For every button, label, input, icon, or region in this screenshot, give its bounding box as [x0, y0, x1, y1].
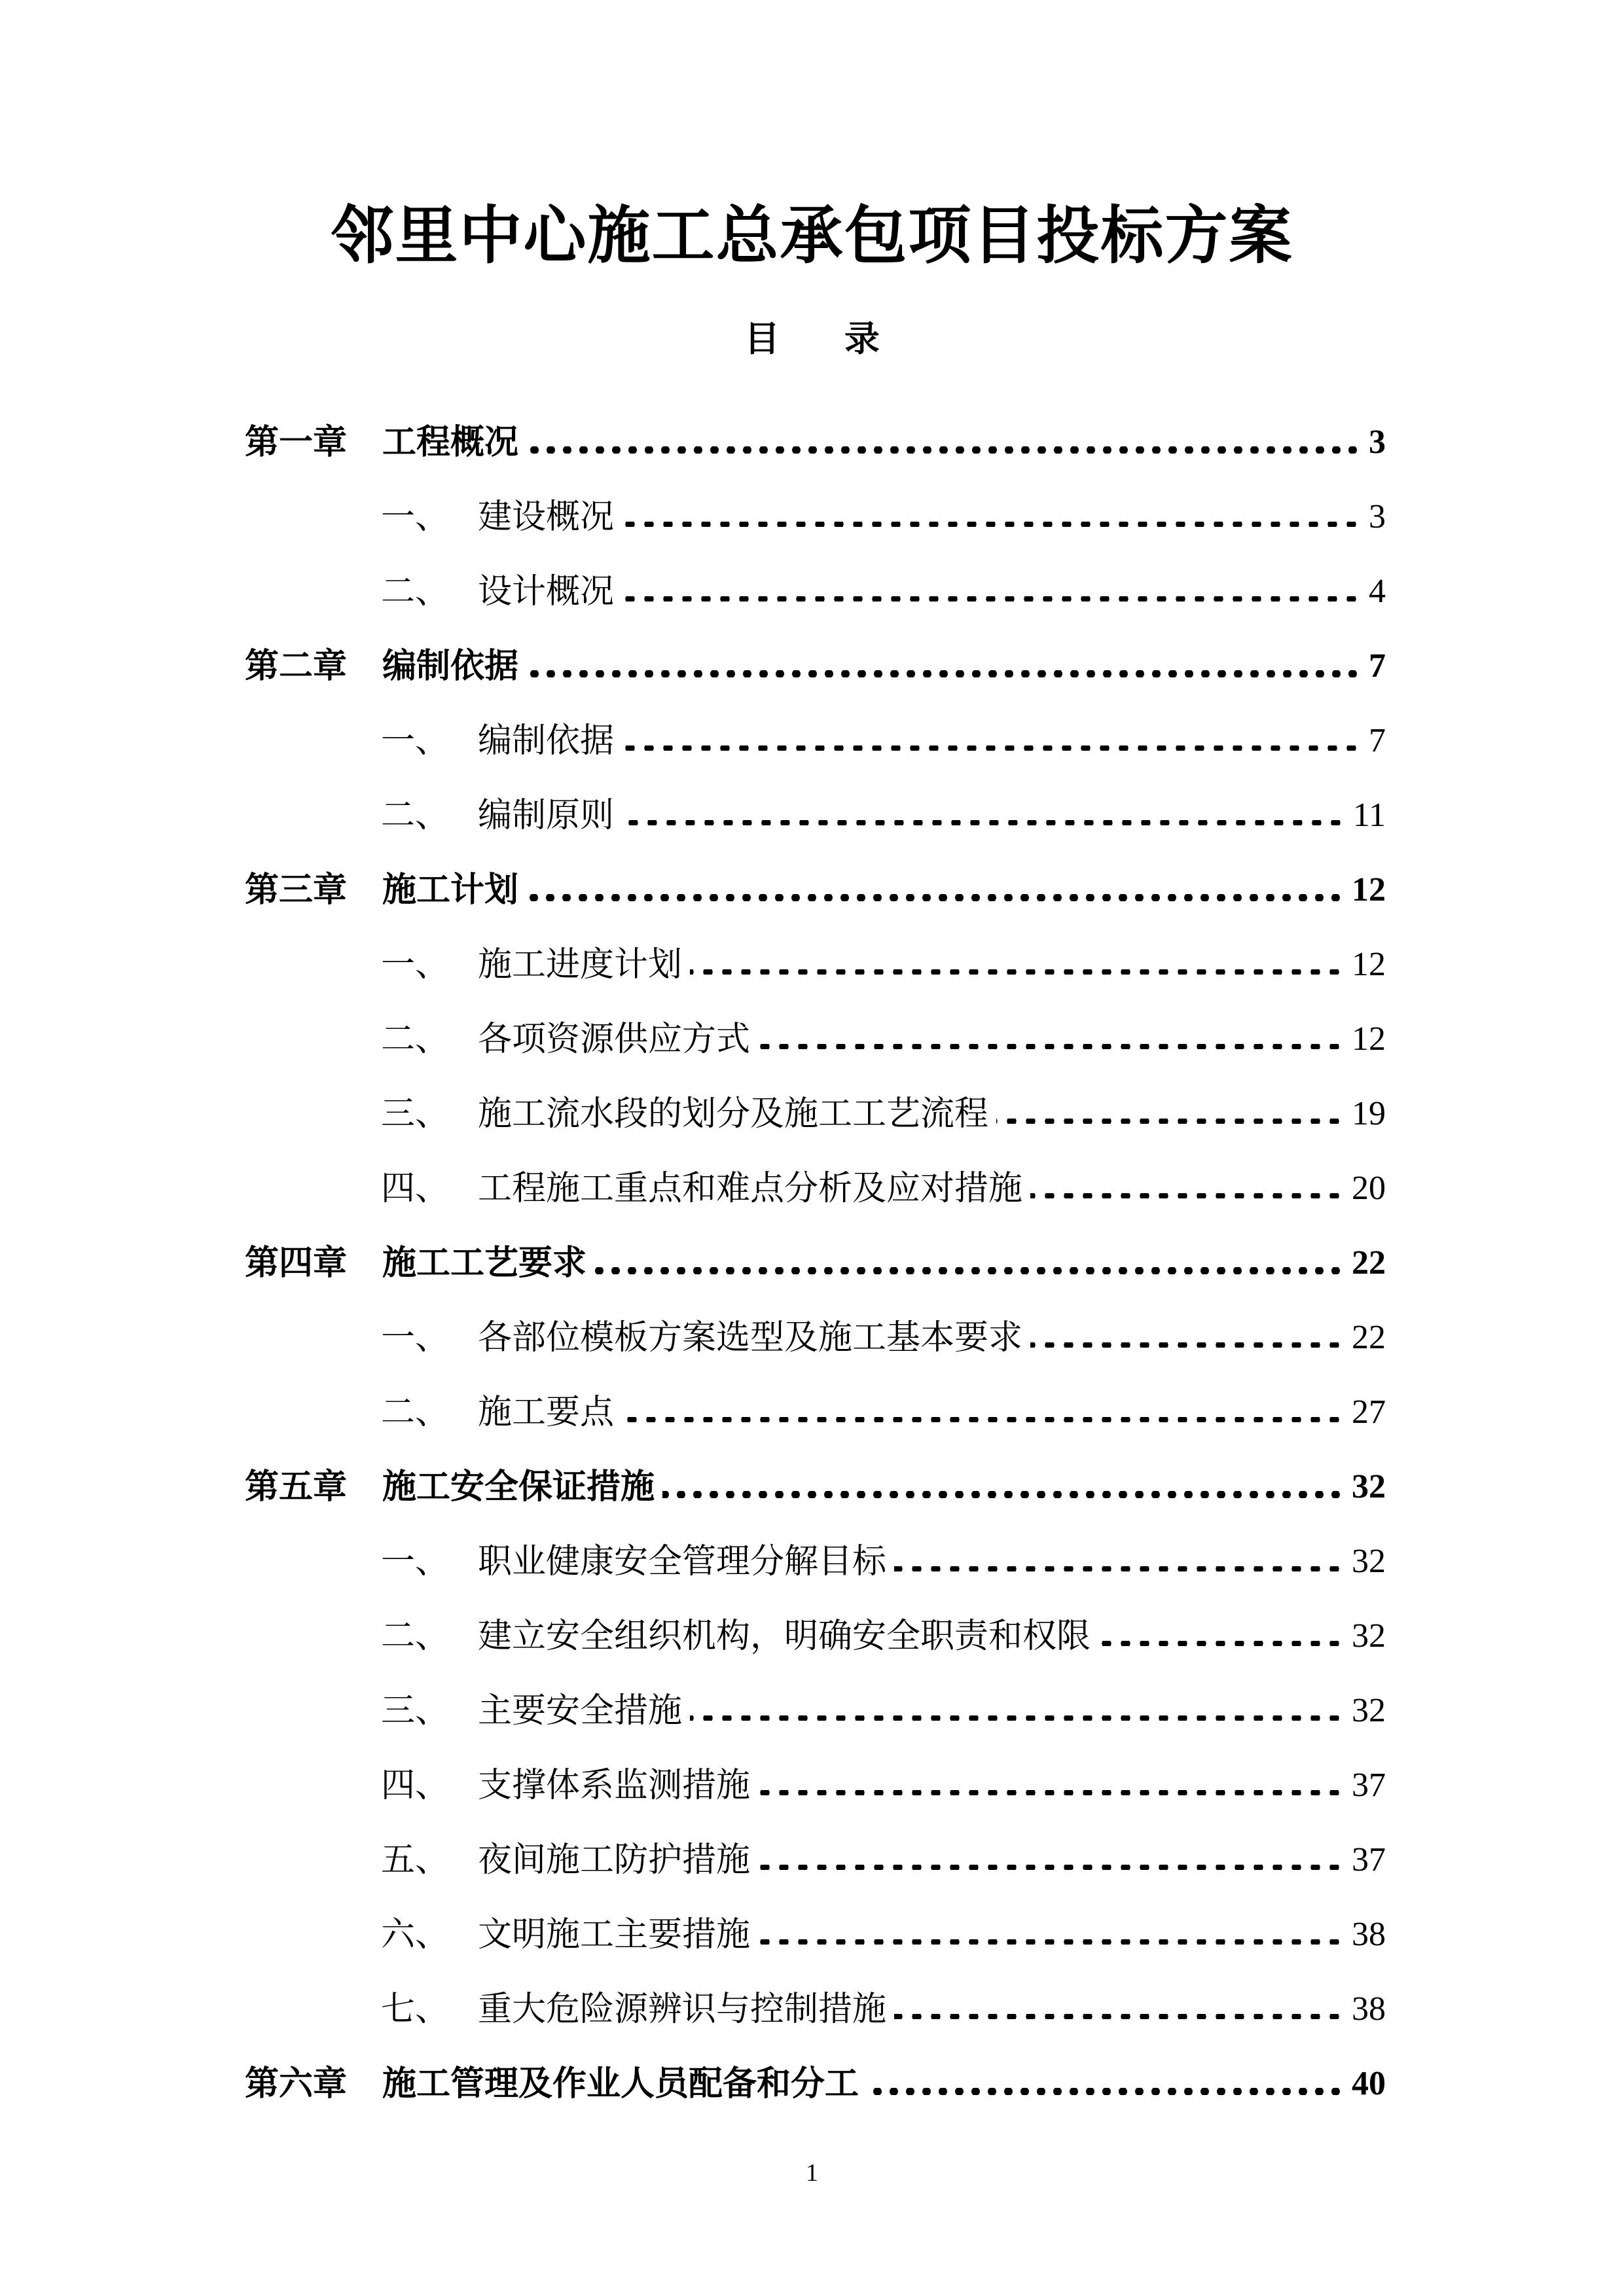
- page-number: 1: [806, 2159, 818, 2187]
- dot-leader: [758, 1788, 1344, 1797]
- toc-chapter-5[interactable]: [0, 1433, 1624, 1508]
- toc-chapter-6[interactable]: [0, 2030, 1624, 2105]
- toc-entry-page: 12: [1352, 1020, 1386, 1058]
- toc-entry-label: 夜间施工防护措施: [478, 1840, 751, 1880]
- dot-leader: [622, 1415, 1344, 1424]
- toc-section-3-2[interactable]: [0, 986, 1624, 1060]
- toc-entry-page: 32: [1352, 1543, 1386, 1580]
- toc-section-5-5[interactable]: [0, 1806, 1624, 1881]
- toc-entry-number: 二、: [381, 572, 450, 611]
- toc-entry-number: 五、: [381, 1840, 450, 1880]
- dot-leader: [758, 1863, 1344, 1872]
- toc-entry-label: 支撑体系监测措施: [478, 1766, 751, 1805]
- toc-section-1-2[interactable]: [0, 538, 1624, 613]
- dot-leader: [867, 2087, 1344, 2096]
- toc-entry-label: 编制原则: [478, 796, 615, 835]
- toc-entry-number: 一、: [381, 497, 450, 537]
- toc-entry-label: 编制依据: [382, 647, 519, 686]
- toc-chapter-3[interactable]: [0, 836, 1624, 911]
- dot-leader: [894, 1564, 1344, 1573]
- dot-leader: [622, 818, 1345, 827]
- toc-entry-page: 11: [1352, 797, 1386, 834]
- toc-entry-label: 各项资源供应方式: [478, 1020, 751, 1059]
- toc-section-5-1[interactable]: [0, 1508, 1624, 1583]
- toc-entry-number: 二、: [381, 1020, 450, 1059]
- toc-entry-label: 施工流水段的划分及施工工艺流程: [478, 1094, 989, 1134]
- toc-section-4-2[interactable]: [0, 1359, 1624, 1433]
- toc-entry-number: 第一章: [245, 423, 348, 462]
- toc-section-5-7[interactable]: [0, 1956, 1624, 2030]
- toc-entry-page: 12: [1352, 871, 1386, 908]
- toc-entry-number: 三、: [381, 1094, 450, 1134]
- toc-section-5-2[interactable]: [0, 1583, 1624, 1657]
- toc-entry-label: 建设概况: [478, 497, 615, 537]
- dot-leader: [1030, 1191, 1344, 1200]
- toc-section-3-1[interactable]: [0, 911, 1624, 986]
- toc-entry-page: 32: [1352, 1617, 1386, 1655]
- toc-entry-page: 7: [1369, 647, 1386, 685]
- toc-entry-label: 编制依据: [478, 721, 615, 761]
- toc-entry-number: 第六章: [245, 2064, 348, 2104]
- dot-leader: [690, 967, 1344, 977]
- toc-entry-page: 19: [1352, 1095, 1386, 1132]
- toc-entry-label: 各部位模板方案选型及施工基本要求: [478, 1318, 1023, 1357]
- toc-entry-page: 37: [1352, 1841, 1386, 1878]
- toc-entry-page: 7: [1369, 722, 1386, 759]
- dot-leader: [526, 445, 1361, 454]
- toc-section-3-4[interactable]: [0, 1135, 1624, 1210]
- toc-entry-number: 四、: [381, 1766, 450, 1805]
- toc-entry-label: 施工管理及作业人员配备和分工: [382, 2064, 859, 2104]
- toc-entry-page: 12: [1352, 946, 1386, 983]
- toc-entry-label: 施工计划: [382, 870, 519, 910]
- dot-leader: [758, 1937, 1344, 1946]
- toc-entry-page: 40: [1352, 2065, 1386, 2102]
- toc-section-5-4[interactable]: [0, 1732, 1624, 1806]
- dot-leader: [894, 2012, 1344, 2021]
- dot-leader: [622, 744, 1361, 753]
- toc-entry-number: 二、: [381, 1617, 450, 1656]
- toc-chapter-2[interactable]: [0, 613, 1624, 687]
- dot-leader: [594, 1266, 1344, 1275]
- toc-chapter-1[interactable]: [0, 389, 1624, 463]
- dot-leader: [622, 594, 1361, 603]
- toc-entry-number: 一、: [381, 721, 450, 761]
- toc-entry-number: 一、: [381, 1542, 450, 1581]
- dot-leader: [690, 1713, 1344, 1723]
- dot-leader: [1098, 1639, 1344, 1648]
- toc-section-5-6[interactable]: [0, 1881, 1624, 1956]
- toc-entry-label: 施工进度计划: [478, 945, 683, 984]
- toc-entry-page: 4: [1369, 573, 1386, 610]
- dot-leader: [526, 893, 1344, 902]
- toc-entry-number: 四、: [381, 1169, 450, 1208]
- toc-entry-page: 3: [1369, 498, 1386, 535]
- toc-entry-page: 38: [1352, 1916, 1386, 1953]
- toc-entry-page: 32: [1352, 1692, 1386, 1729]
- toc-entry-page: 22: [1352, 1319, 1386, 1356]
- toc-entry-label: 工程概况: [382, 423, 519, 462]
- toc-section-2-2[interactable]: [0, 762, 1624, 836]
- toc-section-2-1[interactable]: [0, 687, 1624, 762]
- toc-entry-label: 职业健康安全管理分解目标: [478, 1542, 887, 1581]
- dot-leader: [526, 669, 1361, 678]
- toc-entry-label: 文明施工主要措施: [478, 1915, 751, 1954]
- toc-entry-page: 22: [1352, 1244, 1386, 1282]
- dot-leader: [1030, 1340, 1344, 1350]
- toc-entry-label: 施工要点: [478, 1393, 615, 1432]
- toc-heading: 目 录: [744, 318, 906, 359]
- toc-section-3-3[interactable]: [0, 1060, 1624, 1135]
- toc-entry-number: 第四章: [245, 1244, 348, 1283]
- toc-entry-number: 三、: [381, 1691, 450, 1731]
- toc-entry-label: 主要安全措施: [478, 1691, 683, 1731]
- toc-entry-number: 一、: [381, 945, 450, 984]
- toc-entry-number: 二、: [381, 796, 450, 835]
- toc-entry-page: 32: [1352, 1468, 1386, 1505]
- toc-entry-number: 七、: [381, 1990, 450, 2029]
- toc-entry-number: 第二章: [245, 647, 348, 686]
- toc-entry-number: 一、: [381, 1318, 450, 1357]
- toc-entry-label: 设计概况: [478, 572, 615, 611]
- toc-entry-page: 38: [1352, 1990, 1386, 2028]
- toc-entry-page: 27: [1352, 1393, 1386, 1431]
- document-title: 邻里中心施工总承包项目投标方案: [331, 199, 1293, 272]
- toc-entry-label: 重大危险源辨识与控制措施: [478, 1990, 887, 2029]
- toc-section-5-3[interactable]: [0, 1657, 1624, 1732]
- toc-section-4-1[interactable]: [0, 1284, 1624, 1359]
- table-of-contents: [0, 389, 1624, 2105]
- dot-leader: [662, 1490, 1344, 1499]
- toc-section-1-1[interactable]: [0, 463, 1624, 538]
- toc-entry-label: 施工工艺要求: [382, 1244, 587, 1283]
- dot-leader: [996, 1117, 1344, 1126]
- dot-leader: [622, 520, 1361, 529]
- toc-entry-label: 建立安全组织机构，明确安全职责和权限: [478, 1617, 1091, 1656]
- toc-chapter-4[interactable]: [0, 1210, 1624, 1284]
- toc-entry-number: 二、: [381, 1393, 450, 1432]
- dot-leader: [758, 1042, 1344, 1051]
- toc-entry-label: 施工安全保证措施: [382, 1467, 655, 1507]
- toc-entry-page: 37: [1352, 1767, 1386, 1804]
- toc-entry-page: 20: [1352, 1170, 1386, 1207]
- toc-entry-number: 第三章: [245, 870, 348, 910]
- toc-entry-page: 3: [1369, 423, 1386, 461]
- toc-entry-number: 六、: [381, 1915, 450, 1954]
- toc-entry-number: 第五章: [245, 1467, 348, 1507]
- toc-entry-label: 工程施工重点和难点分析及应对措施: [478, 1169, 1023, 1208]
